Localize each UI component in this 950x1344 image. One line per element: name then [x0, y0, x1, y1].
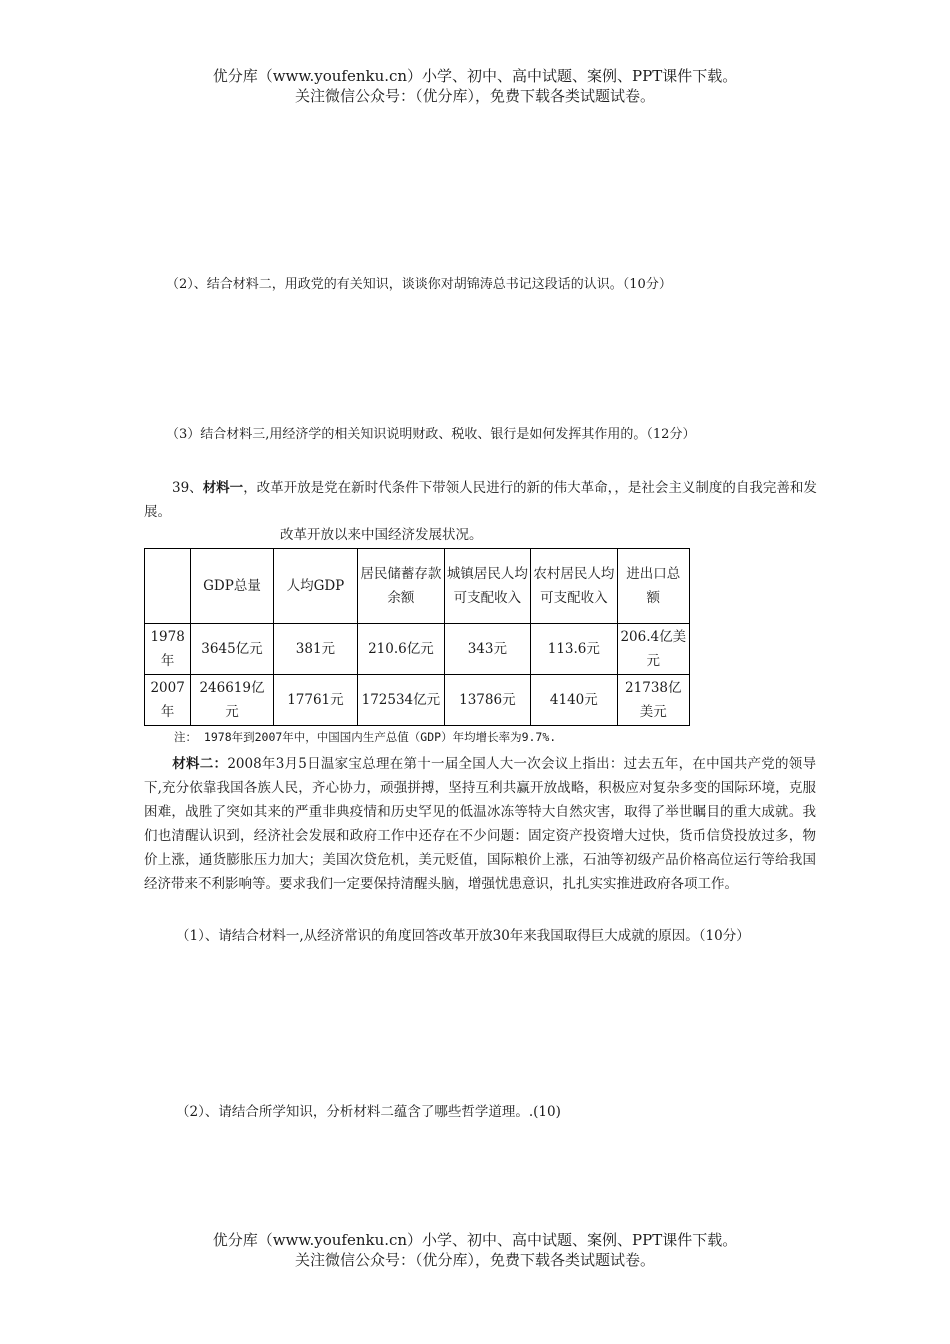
header-line-1: 优分库（www.youfenku.cn）小学、初中、高中试题、案例、PPT课件下载。 — [212, 67, 738, 85]
table-cell: 21738亿美元 — [617, 675, 689, 726]
table-header-cell: 人均GDP — [273, 549, 357, 624]
table-header-cell: 进出口总额 — [617, 549, 689, 624]
table-note: 注： 1978年到2007年中，中国国内生产总值（GDP）年均增长率为9.7%. — [174, 730, 557, 744]
economy-table — [144, 548, 690, 726]
q39-material2 — [144, 752, 816, 896]
table-cell: 2007年 — [145, 675, 191, 726]
table-header-cell: 居民储蓄存款余额 — [358, 549, 444, 624]
table-cell: 210.6亿元 — [358, 624, 444, 675]
table-cell: 3645亿元 — [191, 624, 273, 675]
table-header-cell: 农村居民人均可支配收入 — [531, 549, 617, 624]
table-cell: 246619亿元 — [191, 675, 273, 726]
material2-label: 材料二： — [172, 756, 228, 772]
footer-line-1: 优分库（www.youfenku.cn）小学、初中、高中试题、案例、PPT课件下载。 — [212, 1231, 738, 1249]
table-header-cell: 城镇居民人均可支配收入 — [444, 549, 530, 624]
material1-text: ，改革开放是党在新时代条件下带领人民进行的新的伟大革命，，是社会主义制度的自我完善和发展。 — [144, 480, 817, 520]
q38-part2: （2）、结合材料二，用政党的有关知识，谈谈你对胡锦涛总书记这段话的认识。（10分） — [166, 277, 672, 292]
table-cell: 17761元 — [273, 675, 357, 726]
page-footer — [0, 1230, 950, 1270]
table-cell: 172534亿元 — [358, 675, 444, 726]
table-cell: 1978年 — [145, 624, 191, 675]
header-line-2: 关注微信公众号：（优分库），免费下载各类试题试卷。 — [294, 87, 655, 105]
table-cell: 343元 — [444, 624, 530, 675]
table-header-cell: GDP总量 — [191, 549, 273, 624]
table-cell: 206.4亿美元 — [617, 624, 689, 675]
material2-text: 2008年3月5日温家宝总理在第十一届全国人大一次会议上指出：过去五年，在中国共产党的领导下,充分依靠我国各族人民，齐心协力，顽强拼搏，坚持互利共赢开放战略，积极应对复杂多变的国际环境，克服困难，战胜了突如其来的严重非典疫情和历史罕见的低温冰冻等特大自然灾害，取得了举世瞩目的重大成就。我们也清醒认识到，经济社会发展和政府工作中还存在不少问题：固定资产投资增大过快，货币信贷投放过多，物价上涨，通货膨胀压力加大；美国次贷危机，美元贬值，国际粮价上涨，石油等初级产品价格高位运行等给我国经济带来不利影响等。要求我们一定要保持清醒头脑，增强忧患意识，扎扎实实推进政府各项工作。 — [144, 756, 816, 892]
q38-part3: （3）结合材料三,用经济学的相关知识说明财政、税收、银行是如何发挥其作用的。（12分） — [166, 427, 696, 442]
footer-line-2: 关注微信公众号：（优分库），免费下载各类试题试卷。 — [294, 1251, 655, 1269]
page-header — [0, 66, 950, 106]
q39-part2: （2）、请结合所学知识，分析材料二蕴含了哪些哲学道理。.(10) — [176, 1104, 561, 1120]
table-cell: 113.6元 — [531, 624, 617, 675]
table-header-cell — [145, 549, 191, 624]
table-row — [145, 624, 690, 675]
table-cell: 13786元 — [444, 675, 530, 726]
table-title: 改革开放以来中国经济发展状况。 — [280, 527, 483, 543]
q39-material1 — [144, 476, 824, 524]
material1-label: 材料一 — [202, 480, 244, 496]
table-cell: 4140元 — [531, 675, 617, 726]
q39-number: 39、 — [172, 480, 203, 496]
table-row — [145, 675, 690, 726]
q39-part1: （1）、请结合材料一,从经济常识的角度回答改革开放30年来我国取得巨大成就的原因。（10分） — [176, 928, 750, 944]
table-header-row — [145, 549, 690, 624]
table-cell: 381元 — [273, 624, 357, 675]
